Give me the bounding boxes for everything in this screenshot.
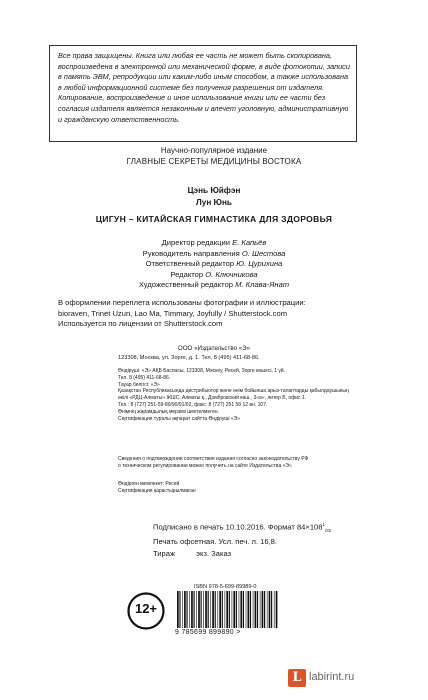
staff-name: М. Клава-Янат <box>235 280 290 290</box>
staff-row <box>0 238 428 249</box>
publisher-name: ООО «Издательство «Э» <box>177 345 251 352</box>
format-sub: /32 <box>325 528 332 534</box>
barcode-bar <box>233 591 235 628</box>
barcode-bar <box>271 591 272 628</box>
series-name: ГЛАВНЫЕ СЕКРЕТЫ МЕДИЦИНЫ ВОСТОКА <box>126 157 302 166</box>
barcode-bar <box>205 591 207 628</box>
barcode-bar <box>236 591 237 628</box>
photo-credits-line: Используется по лицензии от Shutterstock.com <box>58 319 223 329</box>
staff-role: Директор редакции <box>161 238 230 247</box>
barcode-bar <box>177 591 179 628</box>
rights-notice-box <box>49 45 357 142</box>
certification-block <box>118 456 378 470</box>
print-info-line: Печать офсетная. Усл. печ. л. 16,8. <box>153 537 278 547</box>
barcode-bar <box>262 591 264 628</box>
print-info-line: Тираж экз. Заказ <box>153 548 232 558</box>
barcode-bar <box>203 591 204 628</box>
certification-line: Сведения о подтверждении соответствия издания согласно законодательству РФ <box>118 456 309 462</box>
barcode-bar <box>212 591 214 628</box>
barcode-bar <box>210 591 211 628</box>
staff-row <box>0 249 428 260</box>
format-sup: 1 <box>322 522 326 527</box>
photo-credits-line: В оформлении переплета использованы фотографии и иллюстрации: <box>58 298 306 307</box>
staff-row <box>0 270 428 281</box>
legal-line: Сертификация туралы ақпарат сайтта Өндіруші «Э» <box>118 415 241 422</box>
staff-name: О. Ключникова <box>205 269 258 279</box>
barcode-bar <box>232 591 233 628</box>
legal-line: Тел.: 8 (727) 251-59-89/90/91/92, факс: 8 (727) 251 58 12 вн. 107. <box>118 401 268 408</box>
labirint-url: labirint.ru <box>309 671 355 683</box>
staff-name: Ю. Цурихина <box>236 259 283 269</box>
editorial-staff <box>0 238 428 291</box>
barcode-bar <box>229 591 230 628</box>
logo-letter: L <box>292 670 302 685</box>
book-title: ЦИГУН – КИТАЙСКАЯ ГИМНАСТИКА ДЛЯ ЗДОРОВЬЯ <box>95 214 333 224</box>
barcode-bar <box>248 591 250 628</box>
series-label: Научно-популярное издание <box>160 146 268 155</box>
legal-line: Қазақстан Республикасында дистрибьютор және өнім бойынша арыз-талаптарды қабылдаушының <box>118 388 349 395</box>
barcode-bar <box>239 591 240 628</box>
barcode-bar <box>253 591 254 628</box>
barcode-bar <box>191 591 193 628</box>
barcode-bar <box>189 591 190 628</box>
barcode-bar <box>215 591 216 628</box>
print-info <box>153 519 331 559</box>
legal-line: Тел. 8 (495) 411-68-86. <box>118 374 171 381</box>
barcode-bar <box>257 591 258 628</box>
barcode-bar <box>274 591 275 628</box>
publisher-address: 123308, Москва, ул. Зорге, д. 1. Тел. 8 (495) 411-68-86. <box>118 355 260 361</box>
print-format-text: Подписано в печать 10.10.2016. Формат 84×108 <box>153 522 323 532</box>
barcode-bar <box>219 591 221 628</box>
barcode-bar <box>226 591 228 628</box>
barcode-bar <box>179 591 180 628</box>
barcode-bar <box>218 591 219 628</box>
barcode-bar <box>255 591 257 628</box>
staff-name: Е. Капьёв <box>232 238 267 247</box>
barcode-bar <box>267 591 268 628</box>
legal-info-block <box>118 368 378 422</box>
photo-credits-line: bioraven, Trinet Uzun, Lao Ma, Timmary, Joyfully / Shutterstock.com <box>58 308 288 318</box>
staff-row <box>0 280 428 291</box>
labirint-logo-icon <box>288 669 306 687</box>
barcode-bar <box>208 591 209 628</box>
legal-line: Өндіруші: «Э» АҚБ Баспасы, 123308, Мәскеу, Ресей, Зорге көшесі, 1 үй. <box>118 368 286 374</box>
staff-role: Редактор <box>170 269 204 279</box>
barcode-bar <box>184 591 186 628</box>
barcode-bar <box>269 591 271 628</box>
barcode-bar <box>243 591 244 628</box>
barcode-bar <box>198 591 200 628</box>
author-name: Лун Юнь <box>196 198 232 207</box>
barcode-bar <box>201 591 202 628</box>
barcode-bar <box>264 591 265 628</box>
barcode-bar <box>196 591 197 628</box>
barcode-icon <box>176 591 278 628</box>
rights-notice-text: Все права защищены. Книга или любая ее часть не может быть скопирована, воспроизведена в электронной или механической форме, в виде фотокопии, записи в память ЭВМ, репродукции или каким-либо иным способом, а также использована в любой информационной системе без получения разрешения от издателя. Копирование, воспроизведение и иное использование книги или ее части без согласия издателя является незаконным и влечет уголовную, административную и гражданскую ответственность. <box>58 51 350 124</box>
staff-role: Руководитель направления <box>142 248 240 258</box>
barcode-bar <box>246 591 247 628</box>
legal-line: Тауар белгісі: «Э» <box>118 381 160 388</box>
origin-line: Сертификация қарастырылмаған <box>118 487 196 494</box>
staff-role: Ответственный редактор <box>145 259 235 269</box>
origin-block <box>118 481 378 495</box>
barcode-bar <box>225 591 226 628</box>
age-rating-label: 12+ <box>134 601 158 616</box>
barcode-bar <box>194 591 195 628</box>
staff-role: Художественный редактор <box>138 280 234 290</box>
staff-row <box>0 259 428 270</box>
legal-line: өкілі «РДЦ-Алматы» ЖШС, Алматы қ., Домбровский көш., 3«а», литер Б, офис 1. <box>118 395 307 402</box>
author-name: Цэнь Юйфэн <box>187 186 241 195</box>
barcode-bar <box>276 591 278 628</box>
origin-line: Өндірген мемлекет: Ресей <box>118 481 180 487</box>
barcode-bar <box>250 591 251 628</box>
certification-line: о техническом регулировании можно получить на сайте Издательства «Э» <box>118 462 292 469</box>
barcode-bar <box>186 591 187 628</box>
barcode-bar <box>240 591 242 628</box>
barcode-digits: 9 785699 899890 > <box>175 629 241 636</box>
barcode-bar <box>260 591 261 628</box>
isbn: ISBN 978-5-699-89989-0 <box>194 584 257 590</box>
barcode-bar <box>182 591 183 628</box>
legal-line: Өнімнің жарамдылық мерзімі шектелмеген. <box>118 408 219 415</box>
barcode-bar <box>222 591 223 628</box>
print-info-line <box>153 519 331 536</box>
staff-name: О. Шестова <box>241 248 286 258</box>
photo-credits <box>58 298 388 330</box>
